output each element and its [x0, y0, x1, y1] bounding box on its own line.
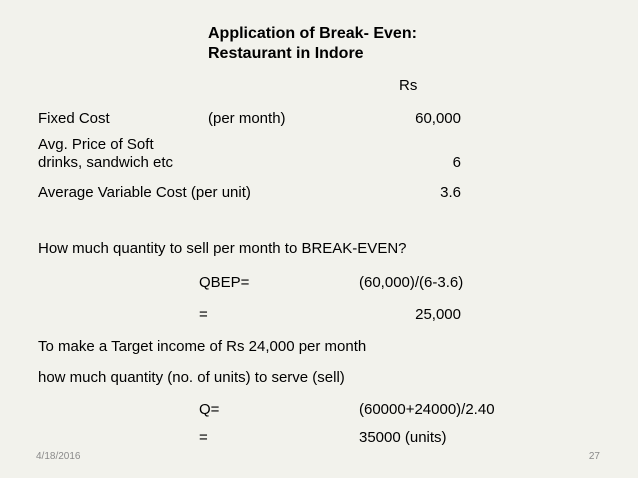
page-number: 27: [588, 451, 600, 462]
target-income-line: To make a Target income of Rs 24,000 per month: [38, 338, 367, 355]
avg-price-label-line-1: Avg. Price of Soft: [38, 136, 154, 153]
question-target-quantity: how much quantity (no. of units) to serve (sell): [38, 369, 345, 386]
avg-price-value: 6: [452, 154, 461, 171]
currency-header: Rs: [399, 77, 418, 94]
avg-price-label-line-2: drinks, sandwich etc: [38, 154, 174, 171]
qbep-result: 25,000: [415, 306, 461, 323]
qbep-label: QBEP=: [199, 274, 250, 291]
avg-variable-cost-label: Average Variable Cost (per unit): [38, 184, 251, 201]
fixed-cost-label: Fixed Cost: [38, 110, 110, 127]
fixed-cost-value: 60,000: [415, 110, 461, 127]
question-break-even: How much quantity to sell per month to BREAK-EVEN?: [38, 240, 407, 257]
title-line-1: Application of Break- Even:: [208, 25, 417, 42]
q-equals: =: [199, 429, 208, 446]
q-result: 35000 (units): [359, 429, 447, 446]
qbep-formula: (60,000)/(6-3.6): [359, 274, 464, 291]
avg-variable-cost-value: 3.6: [440, 184, 461, 201]
qbep-equals: =: [199, 306, 208, 323]
fixed-cost-note: (per month): [208, 110, 286, 127]
footer-date: 4/18/2016: [36, 451, 81, 462]
title-line-2: Restaurant in Indore: [208, 45, 364, 62]
q-label: Q=: [199, 401, 220, 418]
q-formula: (60000+24000)/2.40: [359, 401, 495, 418]
